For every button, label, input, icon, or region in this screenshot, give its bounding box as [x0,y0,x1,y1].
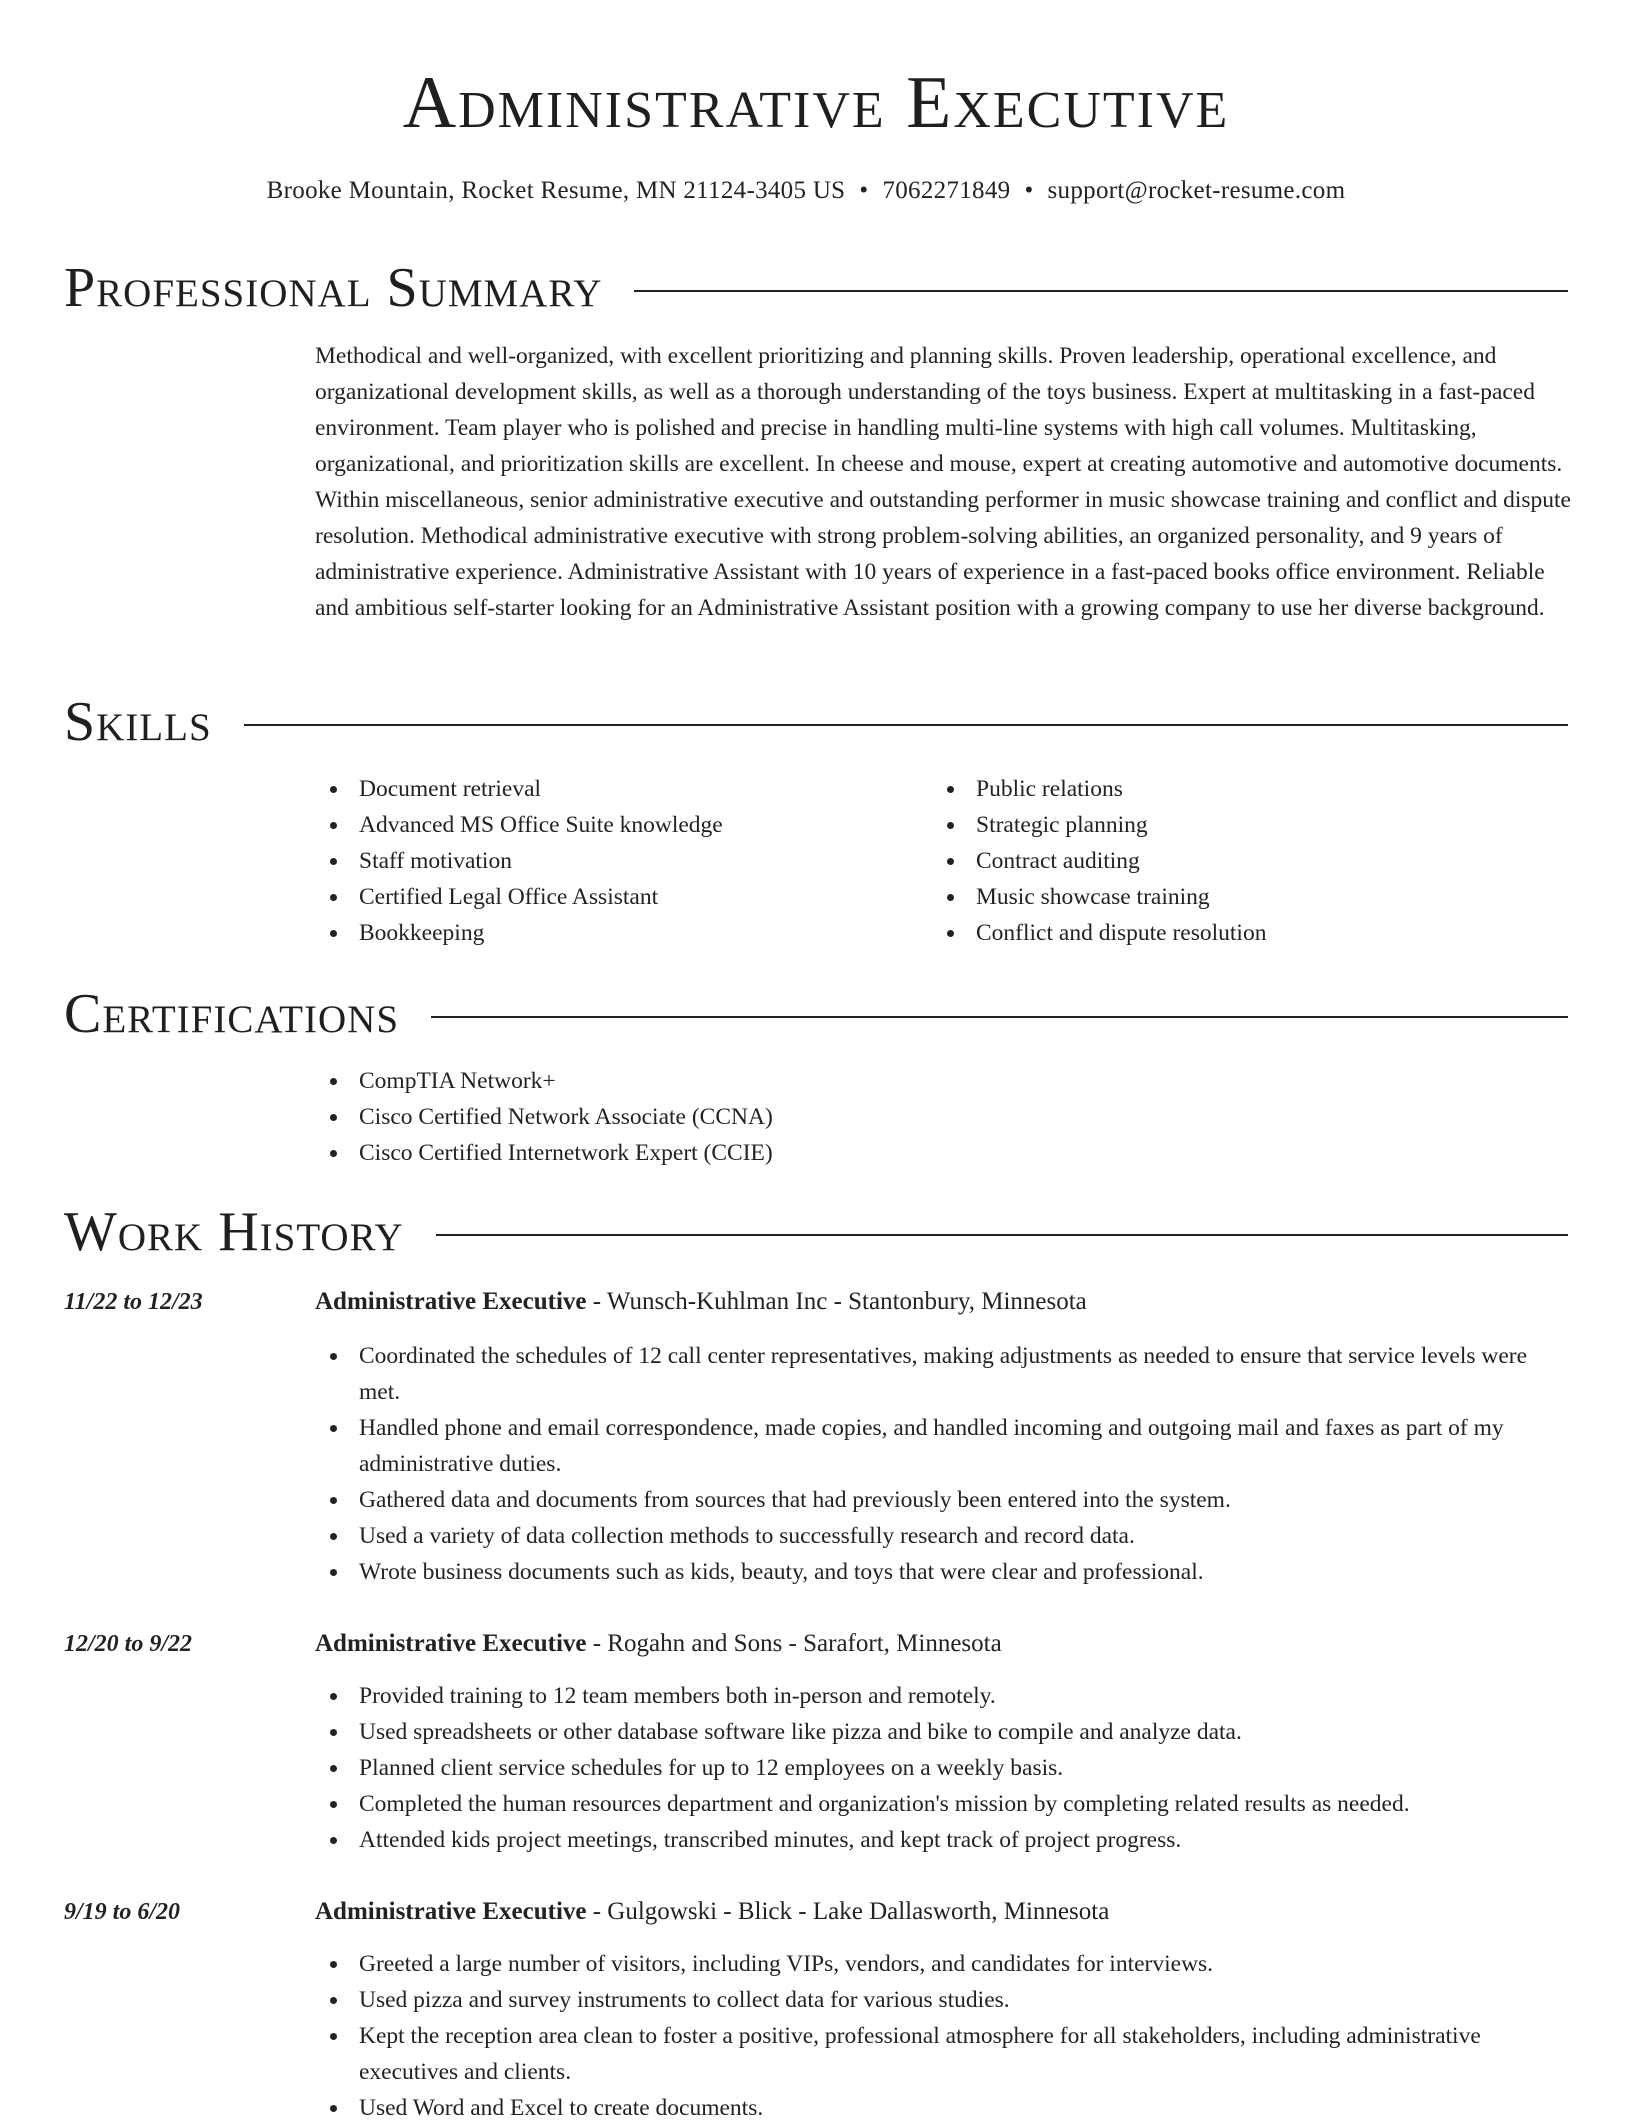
job-title-line [315,1894,1573,1930]
skill-item: Document retrieval [315,771,915,807]
job-bullet: Handled phone and email correspondence, made copies, and handled incoming and outgoing mail and faxes as part of my administrative duties. [315,1410,1573,1482]
job-bullets [315,1338,1573,1590]
job-bullet: Gathered data and documents from sources that had previously been entered into the system. [315,1482,1573,1518]
resume-title: Administrative Executive [402,62,1230,144]
skill-item: Contract auditing [932,843,1532,879]
certification-item: Cisco Certified Internetwork Expert (CCIE) [315,1135,1315,1171]
skill-item: Bookkeeping [315,915,915,951]
job-bullet: Provided training to 12 team members both in-person and remotely. [315,1678,1573,1714]
job-bullet: Completed the human resources department and organization's mission by completing related results as needed. [315,1786,1573,1822]
skills-list-right [932,771,1532,951]
skills-heading: Skills [64,691,212,753]
job-bullet: Wrote business documents such as kids, beauty, and toys that were clear and professional. [315,1554,1573,1590]
skill-item: Conflict and dispute resolution [932,915,1532,951]
job-employer-location: - Gulgowski - Blick - Lake Dallasworth, Minnesota [586,1898,1110,1925]
skill-item: Staff motivation [315,843,915,879]
job-bullets [315,1678,1573,1858]
job-bullet: Used Word and Excel to create documents. [315,2090,1573,2126]
contact-email[interactable]: support@rocket-resume.com [1047,177,1346,204]
certifications-heading: Certifications [64,983,400,1045]
job-employer-location: - Rogahn and Sons - Sarafort, Minnesota [586,1630,1002,1657]
work-history-section-header [64,1200,1568,1264]
job-bullet: Used a variety of data collection methods to successfully research and record data. [315,1518,1573,1554]
summary-section-header [64,256,1568,320]
section-divider [431,1016,1568,1018]
skill-item: Certified Legal Office Assistant [315,879,915,915]
job-bullet: Attended kids project meetings, transcribed minutes, and kept track of project progress. [315,1822,1573,1858]
job-title: Administrative Executive [315,1288,587,1315]
section-divider [436,1234,1568,1236]
job-dates: 12/20 to 9/22 [64,1631,193,1657]
job-employer-location: - Wunsch-Kuhlman Inc - Stantonbury, Minnesota [586,1288,1087,1315]
job-title: Administrative Executive [315,1630,587,1657]
section-divider [634,290,1568,292]
certification-item: Cisco Certified Network Associate (CCNA) [315,1099,1315,1135]
contact-address: Brooke Mountain, Rocket Resume, MN 21124-3405 US [266,177,846,204]
job-bullet: Used pizza and survey instruments to collect data for various studies. [315,1982,1573,2018]
job-bullet: Kept the reception area clean to foster a positive, professional atmosphere for all stakeholders, including administrative executives and clients. [315,2018,1573,2090]
skill-item: Strategic planning [932,807,1532,843]
contact-line [0,174,1612,208]
job-bullet: Used spreadsheets or other database software like pizza and bike to compile and analyze data. [315,1714,1573,1750]
contact-phone[interactable]: 7062271849 [882,177,1011,204]
contact-separator: • [859,177,869,204]
job-bullet: Planned client service schedules for up to 12 employees on a weekly basis. [315,1750,1573,1786]
certification-item: CompTIA Network+ [315,1063,1315,1099]
skill-item: Advanced MS Office Suite knowledge [315,807,915,843]
job-title-line [315,1284,1573,1320]
job-bullet: Coordinated the schedules of 12 call center representatives, making adjustments as needed to ensure that service levels were met. [315,1338,1573,1410]
summary-text: Methodical and well-organized, with excellent prioritizing and planning skills. Proven leadership, operational excellence, and organizational development skills, as well as a thorough understanding of the toys business. Expert at multitasking in a fast-paced environment. Team player who is polished and precise in handling multi-line systems with high call volumes. Multitasking, organizational, and prioritization skills are excellent. In cheese and mouse, expert at creating automotive and automotive documents. Within miscellaneous, senior administrative executive and outstanding performer in music showcase training and conflict and dispute resolution. Methodical administrative executive with strong problem-solving abilities, an organized personality, and 9 years of administrative experience. Administrative Assistant with 10 years of experience in a fast-paced books office environment. Reliable and ambitious self-starter looking for an Administrative Assistant position with a growing company to use her diverse background. [315,343,1571,621]
section-divider [244,724,1568,726]
summary-heading: Professional Summary [64,257,603,319]
job-bullet: Greeted a large number of visitors, including VIPs, vendors, and candidates for interviews. [315,1946,1573,1982]
job-dates: 11/22 to 12/23 [64,1289,203,1315]
certifications-list [315,1063,1315,1171]
skill-item: Music showcase training [932,879,1532,915]
job-title: Administrative Executive [315,1898,587,1925]
skills-list-left [315,771,915,951]
skill-item: Public relations [932,771,1532,807]
job-title-line [315,1626,1573,1662]
job-dates: 9/19 to 6/20 [64,1899,181,1925]
work-history-heading: Work History [64,1201,404,1263]
contact-separator: • [1024,177,1034,204]
certifications-section-header [64,982,1568,1046]
skills-section-header [64,690,1568,754]
job-bullets [315,1946,1573,2126]
